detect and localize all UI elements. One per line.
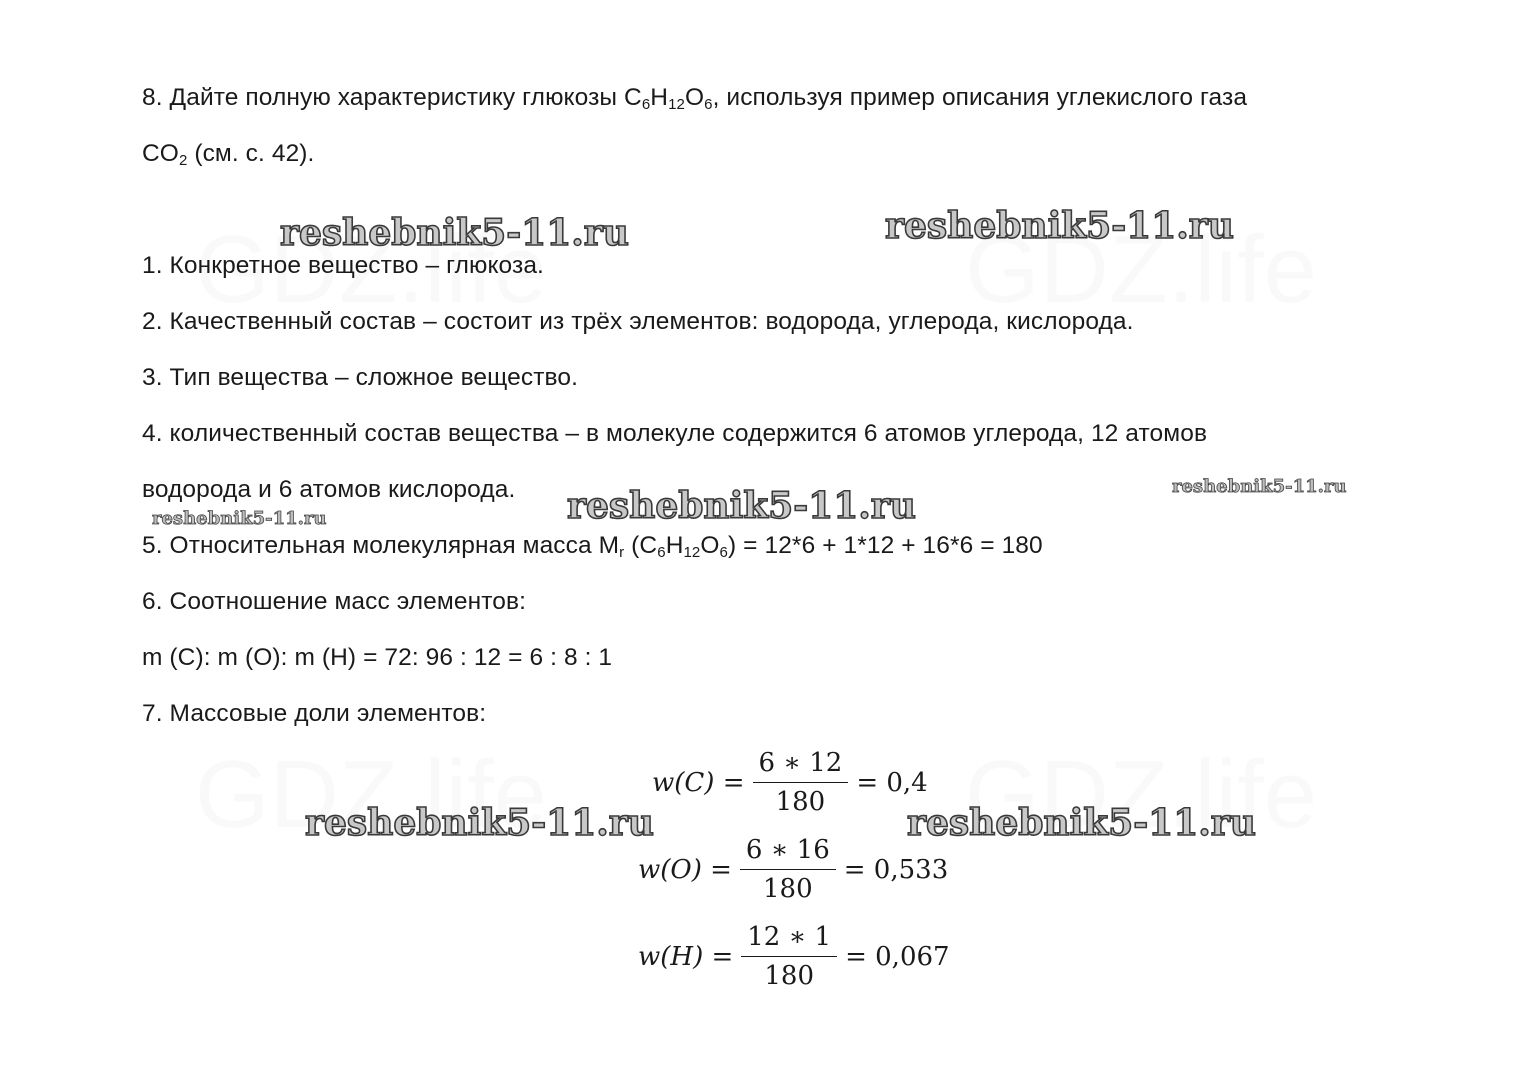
item-3: 3. Тип вещества – сложное вещество. — [142, 364, 579, 391]
formula-w-o: w(O) = $\frac{6 ∗ 16}{180}$ = 0,533 — [638, 835, 949, 904]
task-line-1: 8. Дайте полную характеристику глюкозы $C_6H_{12}O_6$, используя пример описания углекислого газа — [142, 84, 1248, 113]
formula-w-c: w(C) = $\frac{6 ∗ 12}{180}$ = 0,4 — [652, 748, 928, 817]
item-4-line-1: 4. количественный состав вещества – в молекуле содержится 6 атомов углерода, 12 атомов — [142, 420, 1208, 447]
fraction: $\frac{12 ∗ 1}{180}$ — [741, 922, 837, 991]
item-6: 6. Соотношение масс элементов: — [142, 588, 527, 615]
fraction: $\frac{6 ∗ 12}{180}$ — [753, 748, 849, 817]
formula-w-h: w(H) = $\frac{12 ∗ 1}{180}$ = 0,067 — [638, 922, 950, 991]
mass-ratio: m (C): m (O): m (H) = 72: 96 : 12 = 6 : 8 : 1 — [142, 644, 613, 671]
fraction: $\frac{6 ∗ 16}{180}$ — [740, 835, 836, 904]
site-watermark: reshebnik5-11.ru — [885, 205, 1234, 247]
item-5: 5. Относительная молекулярная масса $M_r$ $(C_6H_{12}O_6) = 12*6 + 1*12 + 16*6 = 180$ — [142, 532, 1043, 561]
item-1: 1. Конкретное вещество – глюкоза. — [142, 252, 544, 279]
site-watermark: reshebnik5-11.ru — [305, 802, 654, 844]
site-watermark: reshebnik5-11.ru — [567, 485, 916, 527]
item-2: 2. Качественный состав – состоит из трёх элементов: водорода, углерода, кислорода. — [142, 308, 1134, 335]
item-7: 7. Массовые доли элементов: — [142, 700, 487, 727]
site-watermark: reshebnik5-11.ru — [907, 802, 1256, 844]
site-watermark-small: reshebnik5-11.ru — [1172, 476, 1347, 497]
item-4-line-2: водорода и 6 атомов кислорода. — [142, 476, 516, 503]
task-line-2: $CO_2$ (см. с. 42). — [142, 140, 315, 169]
site-watermark-small: reshebnik5-11.ru — [152, 508, 327, 529]
site-watermark: reshebnik5-11.ru — [280, 212, 629, 254]
